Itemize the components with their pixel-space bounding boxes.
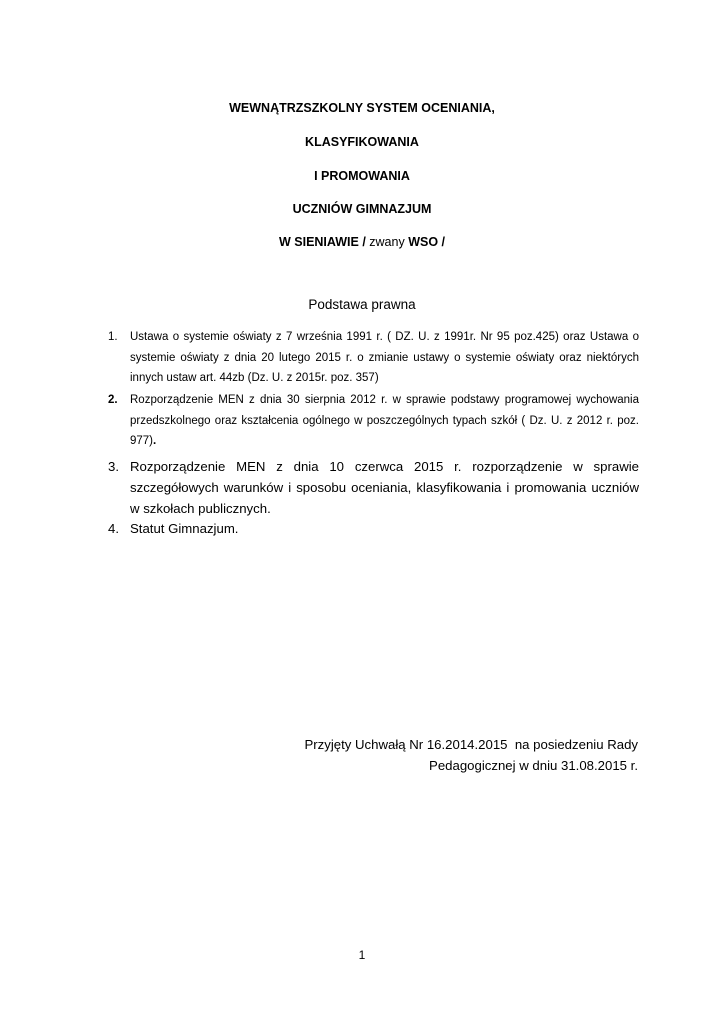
reference-trailing: . [153, 435, 157, 447]
title-line-2: KLASYFIKOWANIA [305, 135, 419, 149]
title-line-5-part1: W SIENIAWIE / [278, 235, 366, 249]
title-line-5 [0, 235, 724, 249]
adoption-note [304, 734, 638, 776]
reference-item-1 [108, 327, 639, 389]
reference-item-3 [108, 456, 639, 519]
reference-number: 3. [108, 459, 119, 474]
title-line-4: UCZNIÓW GIMNAZJUM [292, 202, 432, 216]
title-line-1: WEWNĄTRZSZKOLNY SYSTEM OCENIANIA, [229, 101, 495, 115]
reference-text: Statut Gimnazjum. [130, 521, 239, 536]
title-line-3: I PROMOWANIA [314, 169, 410, 183]
adoption-line-1: Przyjęty Uchwałą Nr 16.2014.2015 na posiedzeniu Rady [304, 737, 638, 752]
reference-text: Ustawa o systemie oświaty z 7 września 1991 r. ( DZ. U. z 1991r. Nr 95 poz.425) oraz Ustawa o systemie oświaty z dnia 20 lutego 2015 r. o zmianie ustawy o systemie oświaty oraz niektórych innych ustaw art. 44zb (Dz. U. z 2015r. poz. 357) [130, 331, 639, 384]
reference-number: 4. [108, 521, 119, 536]
title-line-5-part2: zwany [365, 235, 409, 249]
title-line-5-part3: WSO / [408, 235, 445, 249]
reference-number: 1. [108, 331, 118, 343]
reference-item-2 [108, 390, 639, 452]
reference-number: 2. [108, 394, 118, 406]
reference-text: Rozporządzenie MEN z dnia 30 sierpnia 2012 r. w sprawie podstawy programowej wychowania przedszkolnego oraz kształcenia ogólnego w poszczególnych typach szkół ( Dz. U. z 2012 r. poz. 977) [130, 394, 639, 447]
adoption-line-2: Pedagogicznej w dniu 31.08.2015 r. [429, 758, 638, 773]
legal-basis-heading: Podstawa prawna [308, 297, 416, 312]
reference-text-wrap [130, 390, 639, 452]
reference-text: Rozporządzenie MEN z dnia 10 czerwca 2015 r. rozporządzenie w sprawie szczegółowych warunków i sposobu oceniania, klasyfikowania i promowania uczniów w szkołach publicznych. [130, 459, 639, 516]
reference-item-4 [108, 518, 639, 539]
page-number: 1 [358, 948, 366, 962]
